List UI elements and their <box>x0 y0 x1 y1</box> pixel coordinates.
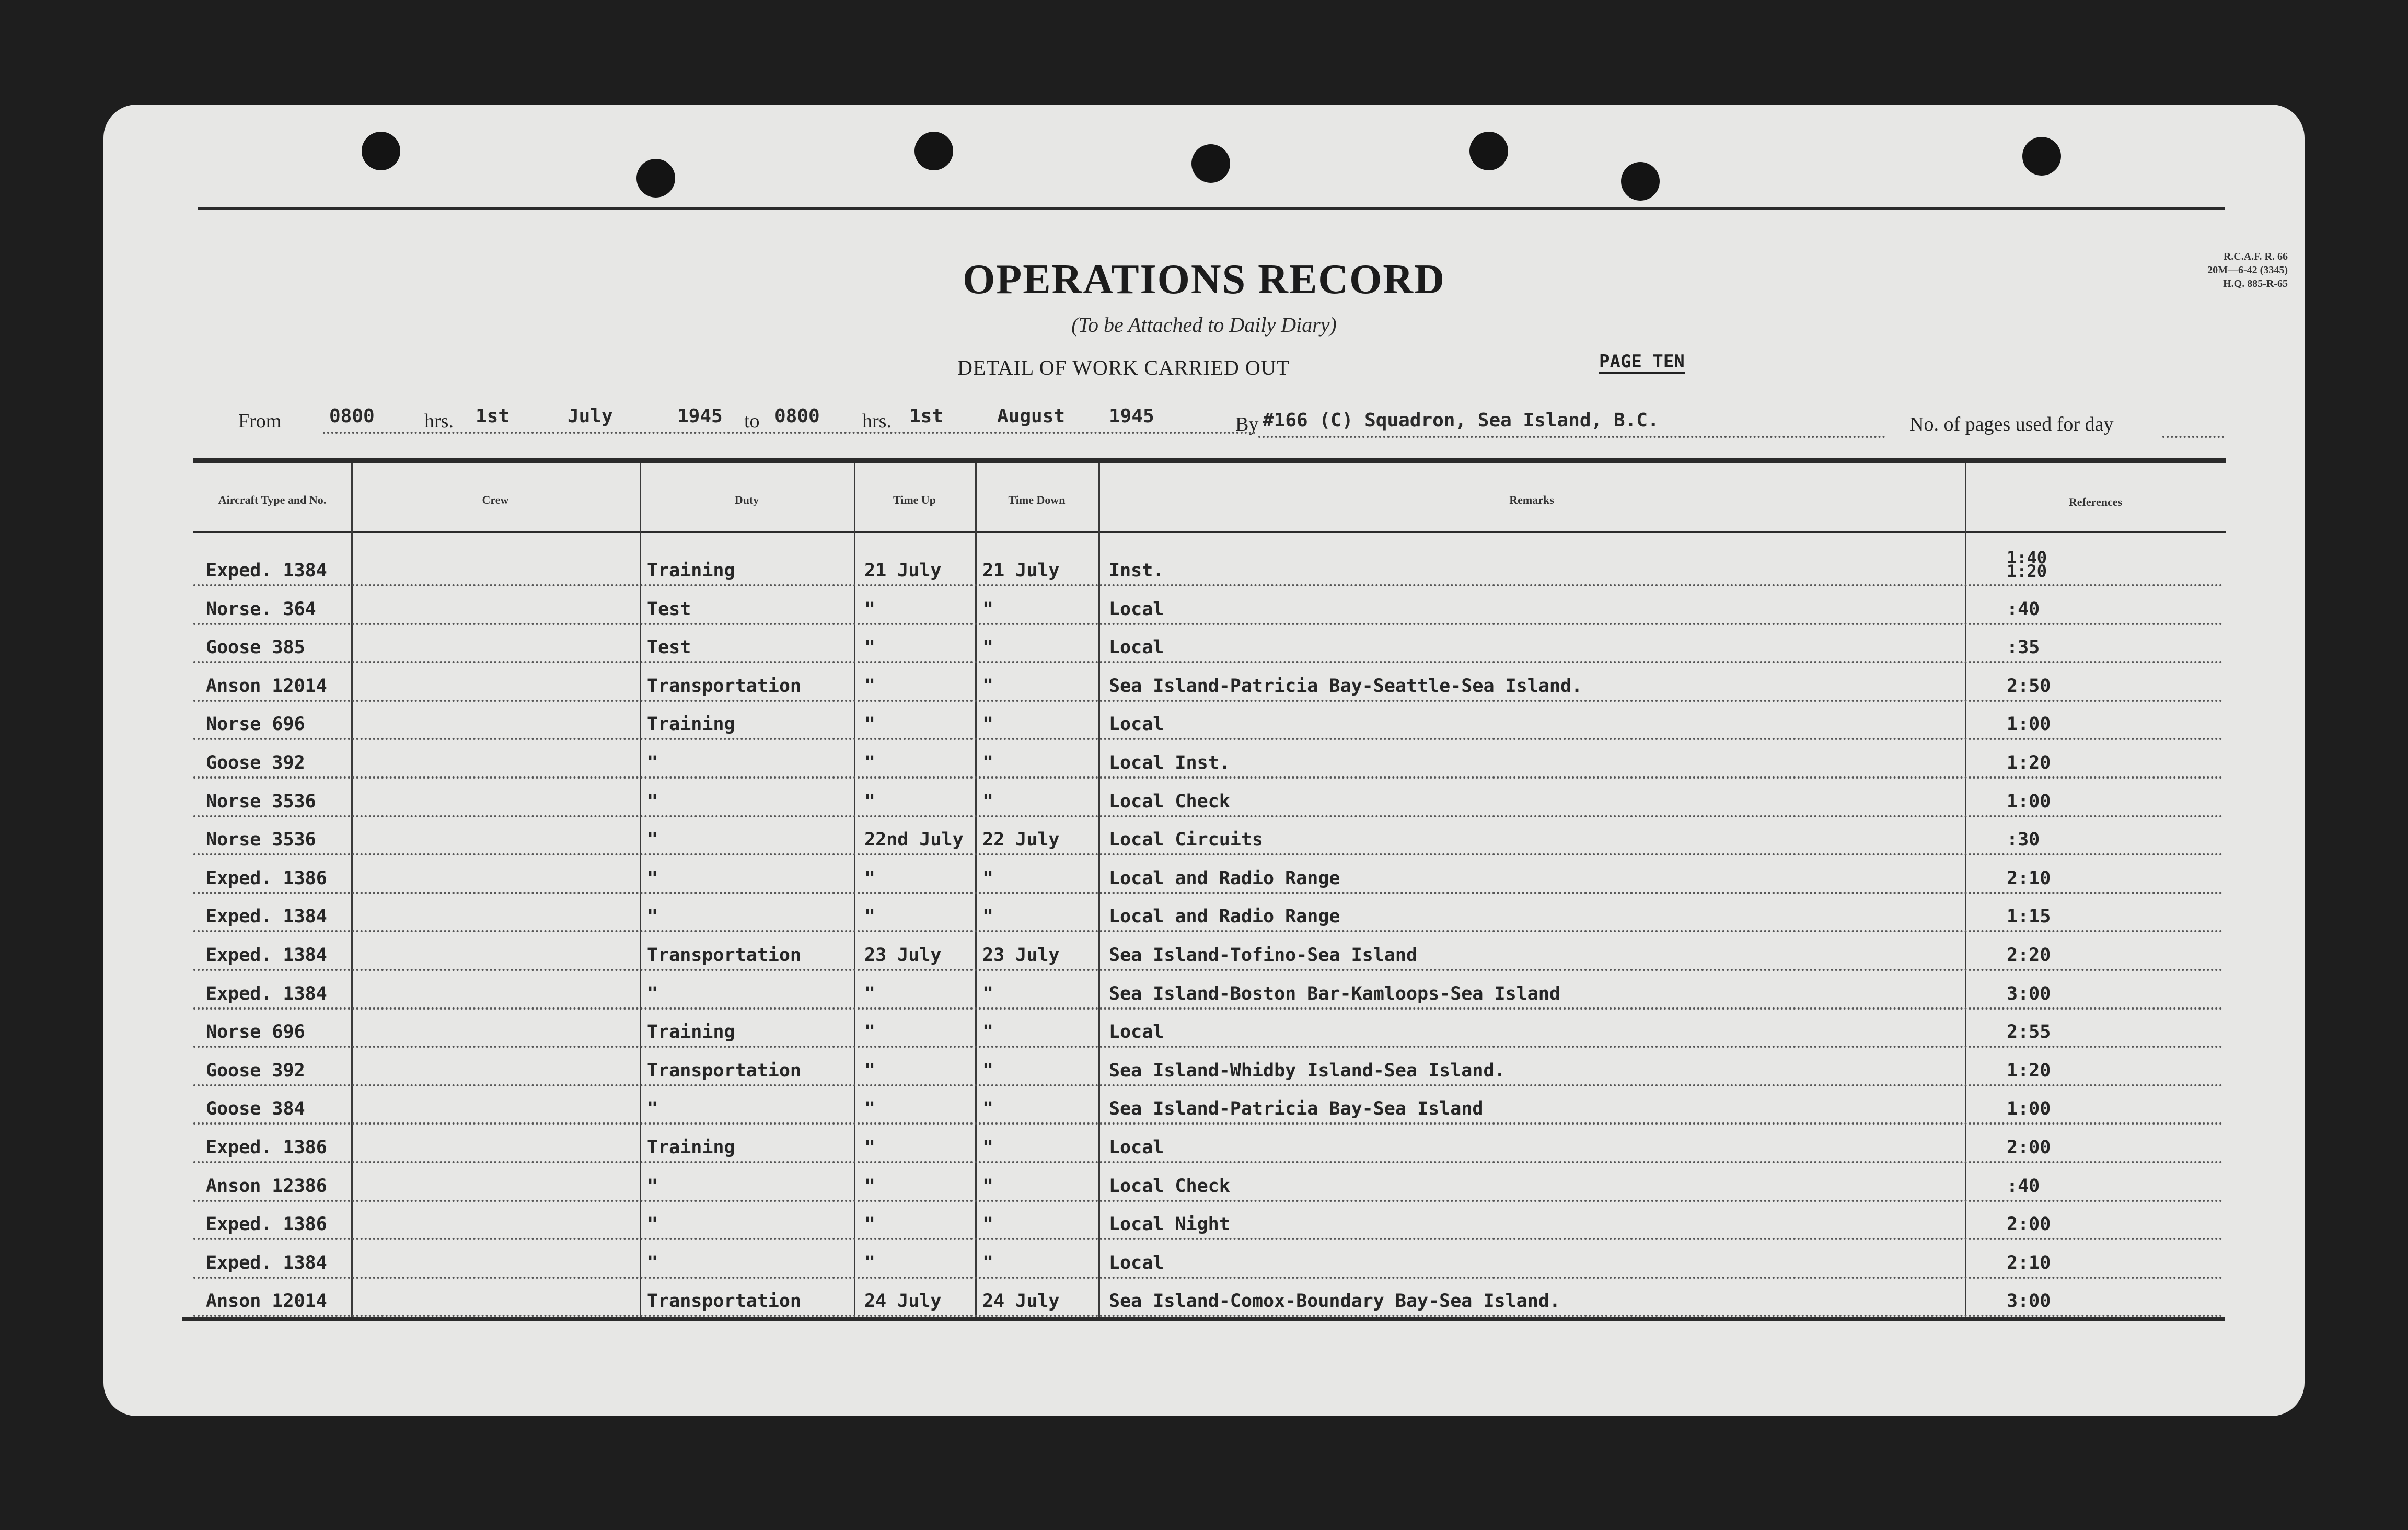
duty-cell: Training <box>647 560 735 581</box>
remarks-cell: Local <box>1109 714 1164 735</box>
time-down-cell: " <box>982 867 994 889</box>
time-down-cell: " <box>982 1252 994 1273</box>
remarks-cell: Local and Radio Range <box>1109 867 1340 889</box>
duty-cell: Transportation <box>647 1060 802 1081</box>
reference-cell: 3:00 <box>2007 983 2051 1004</box>
form-number: R.C.A.F. R. 66 20M—6-42 (3345) H.Q. 885-R-65 <box>2207 251 2288 289</box>
remarks-cell: Sea Island-Patricia Bay-Seattle-Sea Island. <box>1109 675 1583 697</box>
aircraft-cell: Norse 3536 <box>206 829 316 851</box>
time-down-cell: " <box>982 598 994 620</box>
time-down-cell: " <box>982 1022 994 1043</box>
hrs-label-2: hrs. <box>862 410 892 432</box>
row-dotted-line <box>193 738 2224 740</box>
remarks-cell: Sea Island-Tofino-Sea Island <box>1109 945 1418 966</box>
time-down-cell: " <box>982 1214 994 1235</box>
reference-cell: 1:00 <box>2007 791 2051 812</box>
time-up-cell: " <box>864 637 876 658</box>
remarks-cell: Local Night <box>1109 1214 1230 1235</box>
remarks-cell: Sea Island-Whidby Island-Sea Island. <box>1109 1060 1506 1081</box>
time-up-cell: " <box>864 1214 876 1235</box>
pages-used-label: No. of pages used for day <box>1909 413 2114 435</box>
binder-hole <box>636 159 675 198</box>
page-title: OPERATIONS RECORD <box>963 257 1445 303</box>
remarks-cell: Sea Island-Boston Bar-Kamloops-Sea Island <box>1109 983 1560 1004</box>
header-bottom-rule <box>193 531 2226 533</box>
row-dotted-line <box>193 930 2224 932</box>
from-month: July <box>568 405 613 427</box>
aircraft-cell: Norse 696 <box>206 714 305 735</box>
reference-cell: 2:55 <box>2007 1022 2051 1043</box>
col-divider <box>640 463 641 1317</box>
time-up-cell: " <box>864 1252 876 1273</box>
remarks-cell: Local Circuits <box>1109 829 1264 851</box>
to-time: 0800 <box>774 405 820 427</box>
aircraft-cell: Norse 3536 <box>206 791 316 812</box>
remarks-cell: Local and Radio Range <box>1109 906 1340 928</box>
to-day: 1st <box>909 405 944 427</box>
duty-cell: Training <box>647 1022 735 1043</box>
page-subtitle: (To be Attached to Daily Diary) <box>1071 313 1337 337</box>
remarks-cell: Sea Island-Comox-Boundary Bay-Sea Island. <box>1109 1291 1560 1312</box>
time-down-cell: 21 July <box>982 560 1060 581</box>
time-up-cell: " <box>864 1060 876 1081</box>
time-down-cell: " <box>982 675 994 697</box>
time-up-cell: 24 July <box>864 1291 942 1312</box>
remarks-cell: Local <box>1109 637 1164 658</box>
remarks-cell: Local <box>1109 598 1164 620</box>
by-line-dots <box>1258 436 1885 438</box>
reference-cell: 2:10 <box>2007 867 2051 889</box>
duty-cell: " <box>647 752 658 773</box>
binder-hole <box>362 132 400 170</box>
aircraft-cell: Anson 12014 <box>206 1291 327 1312</box>
col-divider <box>351 463 353 1317</box>
reference-cell: 1:20 <box>2007 1060 2051 1081</box>
aircraft-cell: Exped. 1386 <box>206 1137 327 1158</box>
duty-cell: " <box>647 829 658 851</box>
aircraft-cell: Exped. 1384 <box>206 1252 327 1273</box>
aircraft-cell: Norse 696 <box>206 1022 305 1043</box>
aircraft-cell: Exped. 1386 <box>206 1214 327 1235</box>
duty-cell: Test <box>647 598 691 620</box>
time-down-cell: 24 July <box>982 1291 1060 1312</box>
row-dotted-line <box>193 1161 2224 1163</box>
time-up-cell: " <box>864 983 876 1004</box>
time-up-cell: " <box>864 1175 876 1197</box>
row-dotted-line <box>193 1122 2224 1125</box>
row-dotted-line <box>193 623 2224 625</box>
row-dotted-line <box>193 892 2224 894</box>
row-dotted-line <box>193 1200 2224 1202</box>
remarks-cell: Local Check <box>1109 1175 1230 1197</box>
hrs-label: hrs. <box>424 410 454 432</box>
duty-cell: Transportation <box>647 945 802 966</box>
col-divider <box>975 463 977 1317</box>
time-up-cell: 22nd July <box>864 829 964 851</box>
reference-cell: 1:15 <box>2007 906 2051 928</box>
by-label: By <box>1235 413 1259 435</box>
duty-cell: Training <box>647 714 735 735</box>
duty-cell: " <box>647 791 658 812</box>
row-dotted-line <box>193 1046 2224 1048</box>
reference-cell: 2:00 <box>2007 1137 2051 1158</box>
aircraft-cell: Anson 12014 <box>206 675 327 697</box>
time-down-cell: " <box>982 1060 994 1081</box>
reference-cell: 1:20 <box>2007 752 2051 773</box>
reference-cell: 3:00 <box>2007 1291 2051 1312</box>
binder-hole <box>1469 132 1508 170</box>
time-down-cell: " <box>982 637 994 658</box>
to-year: 1945 <box>1109 405 1154 427</box>
binder-hole <box>2022 137 2061 176</box>
aircraft-cell: Exped. 1384 <box>206 560 327 581</box>
row-dotted-line <box>193 661 2224 663</box>
remarks-cell: Sea Island-Patricia Bay-Sea Island <box>1109 1098 1484 1120</box>
reference-cell: 1:40 1:20 <box>2007 548 2047 581</box>
row-dotted-line <box>193 1277 2224 1279</box>
duty-cell: " <box>647 906 658 928</box>
col-divider <box>1098 463 1100 1317</box>
time-down-cell: " <box>982 1098 994 1120</box>
reference-cell: :40 <box>2007 1175 2040 1197</box>
page-number: PAGE TEN <box>1599 351 1685 374</box>
table-bottom-rule <box>182 1317 2225 1321</box>
reference-cell: 2:50 <box>2007 675 2051 697</box>
reference-cell: :30 <box>2007 829 2040 851</box>
aircraft-cell: Goose 385 <box>206 637 305 658</box>
from-day: 1st <box>476 405 510 427</box>
time-down-cell: " <box>982 1175 994 1197</box>
row-dotted-line <box>193 815 2224 817</box>
row-dotted-line <box>193 1007 2224 1010</box>
time-down-cell: " <box>982 752 994 773</box>
time-up-cell: " <box>864 752 876 773</box>
time-up-cell: " <box>864 867 876 889</box>
col-header-references: References <box>2068 495 2123 508</box>
row-dotted-line <box>193 1315 2224 1317</box>
top-rule <box>198 207 2225 210</box>
time-up-cell: " <box>864 675 876 697</box>
time-up-cell: 23 July <box>864 945 942 966</box>
duty-cell: " <box>647 1252 658 1273</box>
time-down-cell: " <box>982 714 994 735</box>
aircraft-cell: Exped. 1384 <box>206 945 327 966</box>
duty-cell: Test <box>647 637 691 658</box>
operations-record-card <box>103 105 2305 1416</box>
col-header-time-down: Time Down <box>1008 493 1066 506</box>
duty-cell: " <box>647 983 658 1004</box>
time-up-cell: " <box>864 598 876 620</box>
aircraft-cell: Goose 392 <box>206 752 305 773</box>
aircraft-cell: Exped. 1386 <box>206 867 327 889</box>
time-up-cell: " <box>864 906 876 928</box>
duty-cell: " <box>647 867 658 889</box>
duty-cell: " <box>647 1098 658 1120</box>
row-dotted-line <box>193 776 2224 779</box>
time-up-cell: 21 July <box>864 560 942 581</box>
from-year: 1945 <box>677 405 723 427</box>
remarks-cell: Local <box>1109 1137 1164 1158</box>
col-header-remarks: Remarks <box>1509 493 1554 506</box>
binder-hole <box>914 132 953 170</box>
col-header-time-up: Time Up <box>893 493 936 506</box>
row-dotted-line <box>193 700 2224 702</box>
from-line-dots <box>323 432 1256 434</box>
squadron-name: #166 (C) Squadron, Sea Island, B.C. <box>1263 410 1659 431</box>
remarks-cell: Local Inst. <box>1109 752 1230 773</box>
table-top-rule <box>193 458 2226 463</box>
duty-cell: " <box>647 1175 658 1197</box>
from-label: From <box>238 410 282 432</box>
reference-cell: 1:00 <box>2007 714 2051 735</box>
remarks-cell: Local <box>1109 1252 1164 1273</box>
col-divider <box>1965 463 1966 1317</box>
time-up-cell: " <box>864 1022 876 1043</box>
reference-cell: 2:10 <box>2007 1252 2051 1273</box>
col-divider <box>854 463 855 1317</box>
to-month: August <box>997 405 1066 427</box>
aircraft-cell: Norse. 364 <box>206 598 316 620</box>
aircraft-cell: Goose 384 <box>206 1098 305 1120</box>
binder-hole <box>1621 162 1660 201</box>
col-header-aircraft: Aircraft Type and No. <box>218 493 327 506</box>
remarks-cell: Local Check <box>1109 791 1230 812</box>
reference-cell: :40 <box>2007 598 2040 620</box>
time-down-cell: " <box>982 983 994 1004</box>
pages-line-dots <box>2162 436 2224 438</box>
remarks-cell: Local <box>1109 1022 1164 1043</box>
col-header-crew: Crew <box>482 493 509 506</box>
time-up-cell: " <box>864 1137 876 1158</box>
aircraft-cell: Exped. 1384 <box>206 906 327 928</box>
aircraft-cell: Anson 12386 <box>206 1175 327 1197</box>
reference-cell: 1:00 <box>2007 1098 2051 1120</box>
duty-cell: Training <box>647 1137 735 1158</box>
row-dotted-line <box>193 584 2224 586</box>
duty-cell: " <box>647 1214 658 1235</box>
remarks-cell: Inst. <box>1109 560 1164 581</box>
aircraft-cell: Goose 392 <box>206 1060 305 1081</box>
row-dotted-line <box>193 1084 2224 1086</box>
row-dotted-line <box>193 1238 2224 1240</box>
time-up-cell: " <box>864 791 876 812</box>
row-dotted-line <box>193 853 2224 855</box>
duty-cell: Transportation <box>647 1291 802 1312</box>
aircraft-cell: Exped. 1384 <box>206 983 327 1004</box>
reference-cell: 2:00 <box>2007 1214 2051 1235</box>
duty-cell: Transportation <box>647 675 802 697</box>
binder-hole <box>1191 144 1230 183</box>
time-down-cell: " <box>982 791 994 812</box>
time-down-cell: " <box>982 1137 994 1158</box>
reference-cell: 2:20 <box>2007 945 2051 966</box>
col-header-duty: Duty <box>734 493 759 506</box>
detail-heading: DETAIL OF WORK CARRIED OUT <box>957 356 1290 379</box>
time-up-cell: " <box>864 714 876 735</box>
time-down-cell: 23 July <box>982 945 1060 966</box>
from-time: 0800 <box>329 405 375 427</box>
to-label: to <box>744 410 760 432</box>
reference-cell: :35 <box>2007 637 2040 658</box>
time-down-cell: " <box>982 906 994 928</box>
time-down-cell: 22 July <box>982 829 1060 851</box>
row-dotted-line <box>193 969 2224 971</box>
time-up-cell: " <box>864 1098 876 1120</box>
